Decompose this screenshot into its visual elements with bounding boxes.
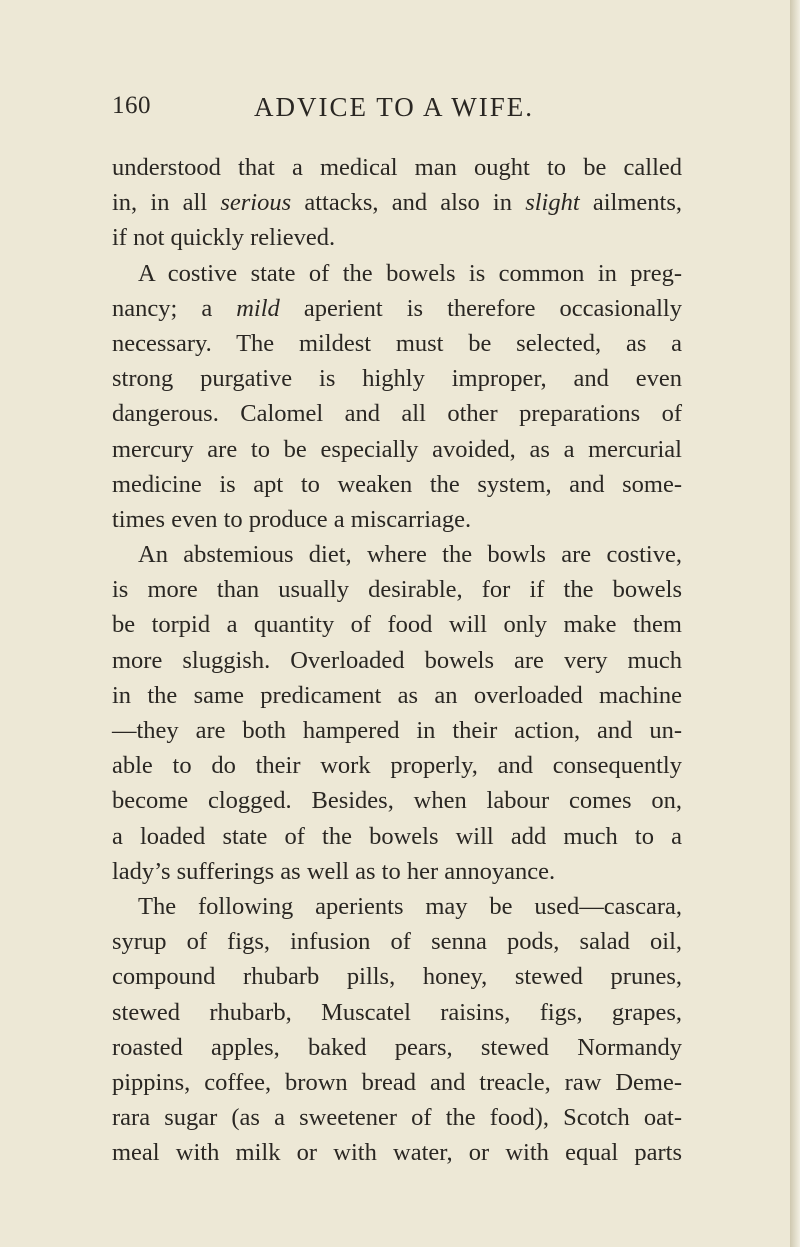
running-title: ADVICE TO A WIFE. (254, 92, 535, 122)
text-line: stewed rhubarb, Muscatel raisins, figs, grapes, (112, 998, 682, 1026)
text-line: a loaded state of the bowels will add much to a (112, 822, 682, 850)
page-number: 160 (112, 92, 151, 119)
text-line: able to do their work properly, and consequently (112, 752, 682, 780)
text-line: necessary. The mildest must be selected, as a (112, 329, 682, 357)
text-line: strong purgative is highly improper, and even (112, 365, 682, 393)
text-line: times even to produce a miscarriage. (112, 505, 472, 533)
text-line: pippins, coffee, brown bread and treacle, raw Deme- (112, 1068, 682, 1096)
text-line: mercury are to be especially avoided, as a mercurial (112, 435, 682, 463)
emphasis: slight (525, 189, 580, 217)
text-line: medicine is apt to weaken the system, and some- (112, 470, 682, 498)
text-line: be torpid a quantity of food will only make them (112, 611, 682, 639)
page-header (112, 92, 682, 132)
text-line: in, in all serious attacks, and also in slight ailments, (112, 189, 683, 217)
text-line: is more than usually desirable, for if the bowels (112, 576, 682, 604)
text-line: in the same predicament as an overloaded machine (112, 681, 682, 709)
text-line: if not quickly relieved. (112, 224, 336, 252)
emphasis: mild (236, 294, 280, 322)
emphasis: serious (220, 189, 292, 217)
text-line: understood that a medical man ought to be called (112, 154, 682, 181)
paragraph-start-line: The following aperients may be used—cascara, (138, 892, 682, 920)
text-line: compound rhubarb pills, honey, stewed prunes, (112, 963, 682, 991)
text-line: —they are both hampered in their action, and un- (112, 717, 682, 744)
page-edge-shadow (790, 0, 800, 1247)
text-line: meal with milk or with water, or with equal parts (112, 1139, 682, 1167)
text-line: dangerous. Calomel and all other preparations of (112, 400, 682, 428)
text-line: become clogged. Besides, when labour comes on, (112, 787, 682, 815)
text-line: lady’s sufferings as well as to her annoyance. (112, 857, 556, 885)
body-text (112, 150, 682, 1170)
text-line: roasted apples, baked pears, stewed Normandy (112, 1033, 682, 1061)
paragraph-start-line: An abstemious diet, where the bowls are costive, (138, 541, 682, 569)
text-line: nancy; a mild aperient is therefore occasionally (112, 294, 682, 322)
text-line: rara sugar (as a sweetener of the food), Scotch oat- (112, 1104, 682, 1132)
paragraph-start-line: A costive state of the bowels is common in preg- (138, 259, 682, 287)
text-line: syrup of figs, infusion of senna pods, salad oil, (112, 928, 682, 956)
text-line: more sluggish. Overloaded bowels are very much (112, 646, 682, 674)
